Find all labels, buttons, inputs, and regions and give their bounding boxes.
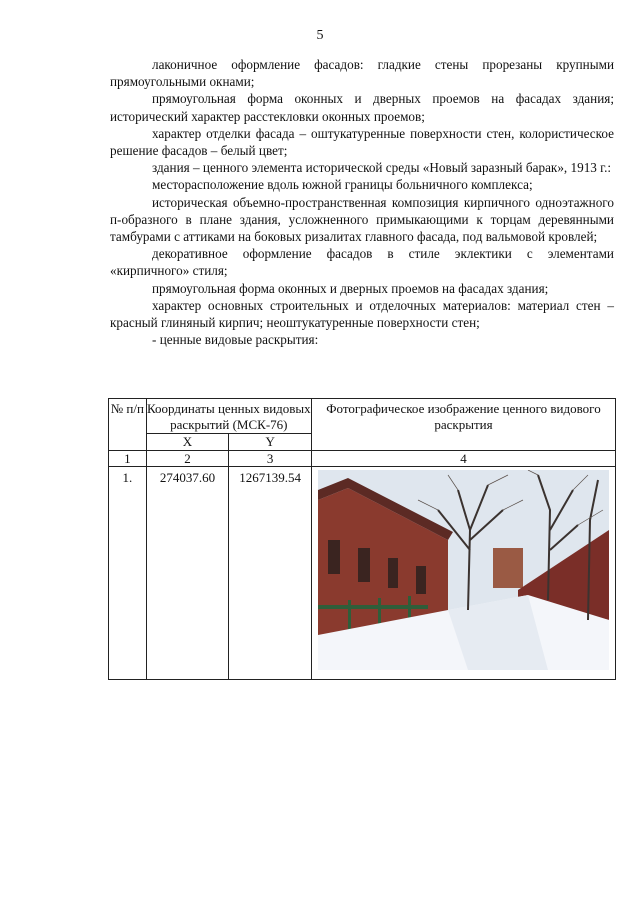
paragraph: характер основных строительных и отделочных материалов: материал стен – красный глиняный кирпич; неоштукатуренные поверхности стен; <box>110 297 614 331</box>
view-photo <box>318 470 609 670</box>
row-number: 1. <box>109 467 147 680</box>
photo-fence <box>318 605 428 609</box>
body-text <box>110 56 614 348</box>
views-table <box>108 398 616 680</box>
row-x: 274037.60 <box>146 467 229 680</box>
paragraph: прямоугольная форма оконных и дверных проемов на фасадах здания; <box>152 280 549 296</box>
index-cell: 4 <box>312 451 616 467</box>
header-coordinates: Координаты ценных видовых раскрытий (МСК-76) <box>146 399 311 434</box>
header-photo: Фотографическое изображение ценного видового раскрытия <box>312 399 616 451</box>
row-y: 1267139.54 <box>229 467 312 680</box>
photo-cell <box>312 467 616 680</box>
index-cell: 3 <box>229 451 312 467</box>
paragraph: характер отделки фасада – оштукатуренные поверхности стен, колористическое решение фасадов – белый цвет; <box>110 125 614 159</box>
index-cell: 1 <box>109 451 147 467</box>
paragraph: прямоугольная форма оконных и дверных проемов на фасадах здания; исторический характер расстекловки оконных проемов; <box>110 91 614 124</box>
paragraph: лаконичное оформление фасадов: гладкие стены прорезаны крупными прямоугольными окнами; <box>110 57 614 90</box>
index-cell: 2 <box>146 451 229 467</box>
table-row <box>109 467 616 680</box>
paragraph: здания – ценного элемента исторической среды «Новый заразный барак», 1913 г.: <box>152 160 612 176</box>
paragraph: историческая объемно-пространственная композиция кирпичного одноэтажного п-образного в плане здания, усложненного примыкающими к торцам деревянными тамбурами с аттиками на боковых ризалитах главного фасада, под вальмовой кровлей; <box>110 194 614 245</box>
paragraph: месторасположение вдоль южной границы больничного комплекса; <box>152 177 533 193</box>
header-num: № п/п <box>109 399 147 451</box>
paragraph: декоративное оформление фасадов в стиле эклектики с элементами «кирпичного» стиля; <box>110 246 614 279</box>
paragraph: - ценные видовые раскрытия: <box>152 332 319 348</box>
page-number: 5 <box>316 28 324 43</box>
header-x: X <box>146 434 229 451</box>
header-y: Y <box>229 434 312 451</box>
